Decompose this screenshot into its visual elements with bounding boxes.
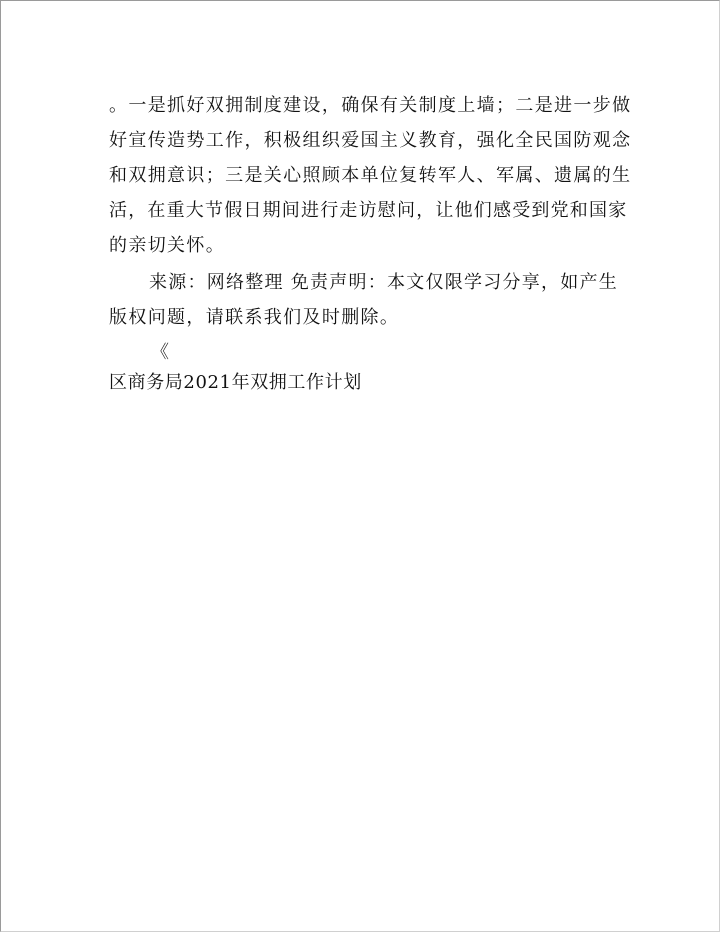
document-title: 区商务局2021年双拥工作计划 bbox=[109, 372, 362, 393]
source-disclaimer-line: 版权问题，请联系我们及时删除。 bbox=[109, 307, 400, 328]
source-disclaimer-line: 来源：网络整理 免责声明：本文仅限学习分享，如产生 bbox=[149, 272, 618, 293]
body-line: 的亲切关怀。 bbox=[109, 235, 226, 256]
body-line: 。一是抓好双拥制度建设，确保有关制度上墙；二是进一步做 bbox=[109, 95, 632, 116]
body-line: 好宣传造势工作，积极组织爱国主义教育，强化全民国防观念 bbox=[109, 130, 632, 151]
body-line: 活，在重大节假日期间进行走访慰问，让他们感受到党和国家 bbox=[109, 200, 628, 221]
quote-mark: 《 bbox=[151, 342, 169, 363]
body-line: 和双拥意识；三是关心照顾本单位复转军人、军属、遗属的生 bbox=[109, 165, 632, 186]
